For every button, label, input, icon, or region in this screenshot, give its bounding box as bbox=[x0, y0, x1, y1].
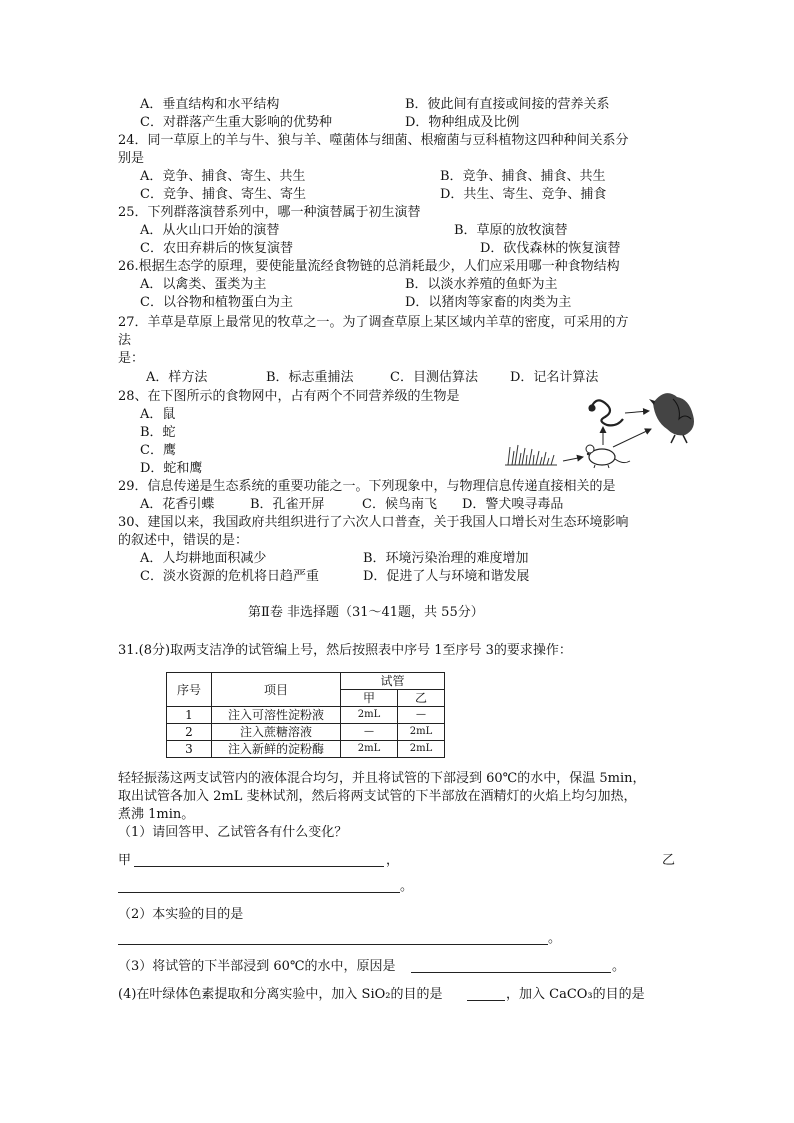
answer-blank-reason[interactable] bbox=[411, 972, 611, 973]
grass-icon bbox=[505, 445, 557, 465]
q27-option-b: B．标志重捕法 bbox=[266, 370, 354, 385]
q31-sub4-cont: ，加入 CaCO₃的目的是 bbox=[506, 987, 645, 1002]
q24-option-a: A．竞争、捕食、寄生、共生 bbox=[140, 169, 306, 184]
q24-stem: 24．同一草原上的羊与牛、狼与羊、噬菌体与细菌、根瘤菌与豆科植物这四种种间关系分 bbox=[118, 133, 629, 148]
period: 。 bbox=[548, 931, 562, 946]
period: 。 bbox=[612, 959, 626, 974]
snake-icon bbox=[590, 400, 624, 425]
q26-option-c: C．以谷物和植物蛋白为主 bbox=[140, 295, 293, 310]
label-yi: 乙 bbox=[662, 853, 676, 868]
q30-stem: 30、建国以来，我国政府共组织进行了六次人口普查，关于我国人口增长对生态环境影响 bbox=[118, 515, 629, 530]
row-no: 3 bbox=[167, 741, 212, 758]
label-jia: 甲 bbox=[118, 853, 132, 868]
answer-blank-yi[interactable] bbox=[118, 892, 400, 893]
section-heading: 第Ⅱ卷 非选择题（31～41题，共 55分） bbox=[248, 605, 484, 620]
answer-blank-sio2[interactable] bbox=[467, 1000, 505, 1001]
row-yi: 2mL bbox=[398, 724, 445, 741]
q25-stem: 25．下列群落演替系列中，哪一种演替属于初生演替 bbox=[118, 205, 421, 220]
q28-option-d: D．蛇和鹰 bbox=[140, 461, 203, 476]
header-item: 项目 bbox=[212, 673, 341, 707]
period: 。 bbox=[400, 879, 414, 894]
q25-option-a: A．从火山口开始的演替 bbox=[140, 223, 280, 238]
q24-stem-cont: 别是 bbox=[118, 151, 145, 166]
q28-option-a: A．鼠 bbox=[140, 407, 176, 422]
q29-option-a: A．花香引蝶 bbox=[140, 497, 215, 512]
q23-option-a: A．垂直结构和水平结构 bbox=[140, 97, 280, 112]
q31-stem: 31.(8分)取两支洁净的试管编上号，然后按照表中序号 1至序号 3的要求操作： bbox=[118, 643, 572, 658]
q25-option-b: B．草原的放牧演替 bbox=[454, 223, 568, 238]
q28-option-b: B．蛇 bbox=[140, 425, 176, 440]
food-web-figure bbox=[505, 385, 700, 480]
q27-stem-cont: 法 bbox=[118, 333, 132, 348]
row-jia: 2mL bbox=[341, 741, 398, 758]
q28-option-c: C．鹰 bbox=[140, 443, 176, 458]
q23-option-d: D．物种组成及比例 bbox=[405, 115, 520, 130]
row-yi: — bbox=[398, 707, 445, 724]
header-tube: 试管 bbox=[341, 673, 445, 690]
q24-option-b: B．竞争、捕食、捕食、共生 bbox=[440, 169, 606, 184]
row-no: 1 bbox=[167, 707, 212, 724]
answer-blank-jia[interactable] bbox=[134, 866, 384, 867]
q31-sub1: （1）请回答甲、乙试管各有什么变化？ bbox=[118, 825, 348, 840]
comma: ， bbox=[386, 853, 400, 868]
row-no: 2 bbox=[167, 724, 212, 741]
row-jia: — bbox=[341, 724, 398, 741]
q24-option-d: D．共生、寄生、竞争、捕食 bbox=[440, 187, 607, 202]
q30-option-a: A．人均耕地面积减少 bbox=[140, 551, 267, 566]
q23-option-b: B．彼此间有直接或间接的营养关系 bbox=[405, 97, 610, 112]
q31-paragraph-1: 轻轻振荡这两支试管内的液体混合均匀，并且将试管的下部浸到 60℃的水中，保温 5min， bbox=[118, 771, 646, 786]
table-row bbox=[167, 707, 445, 724]
table-row bbox=[167, 724, 445, 741]
q29-option-b: B．孔雀开屏 bbox=[250, 497, 325, 512]
q26-option-a: A．以禽类、蛋类为主 bbox=[140, 277, 267, 292]
q31-sub3: （3）将试管的下半部浸到 60℃的水中，原因是 bbox=[118, 959, 396, 974]
q31-sub2: （2）本实验的目的是 bbox=[118, 907, 244, 922]
q26-option-b: B．以淡水养殖的鱼虾为主 bbox=[405, 277, 558, 292]
answer-blank-purpose[interactable] bbox=[118, 944, 548, 945]
mouse-icon bbox=[586, 445, 630, 468]
q30-option-d: D．促进了人与环境和谐发展 bbox=[363, 569, 530, 584]
q24-option-c: C．竞争、捕食、寄生、寄生 bbox=[140, 187, 306, 202]
row-item: 注入可溶性淀粉液 bbox=[212, 707, 341, 724]
q26-stem: 26.根据生态学的原理，要使能量流经食物链的总消耗最少，人们应采用哪一种食物结构 bbox=[118, 259, 620, 274]
q25-option-d: D．砍伐森林的恢复演替 bbox=[480, 241, 621, 256]
q30-option-b: B．环境污染治理的难度增加 bbox=[363, 551, 529, 566]
q31-sub4: (4)在叶绿体色素提取和分离实验中，加入 SiO₂的目的是 bbox=[118, 987, 443, 1002]
header-tube-yi: 乙 bbox=[398, 690, 445, 707]
table-row bbox=[167, 741, 445, 758]
row-item: 注入新鲜的淀粉酶 bbox=[212, 741, 341, 758]
experiment-table bbox=[166, 672, 445, 758]
q30-option-c: C．淡水资源的危机将日趋严重 bbox=[140, 569, 319, 584]
q31-paragraph-3: 煮沸 1min。 bbox=[118, 807, 195, 822]
header-tube-jia: 甲 bbox=[341, 690, 398, 707]
q29-option-d: D．警犬嗅寻毒品 bbox=[462, 497, 564, 512]
eagle-icon bbox=[649, 393, 694, 443]
q29-option-c: C．候鸟南飞 bbox=[362, 497, 437, 512]
header-no: 序号 bbox=[167, 673, 212, 707]
q29-stem: 29．信息传递是生态系统的重要功能之一。下列现象中，与物理信息传递直接相关的是 bbox=[118, 479, 616, 494]
q31-paragraph-2: 取出试管各加入 2mL 斐林试剂，然后将两支试管的下半部放在酒精灯的火焰上均匀加热， bbox=[118, 789, 637, 804]
q27-option-c: C．目测估算法 bbox=[390, 370, 478, 385]
row-yi: 2mL bbox=[398, 741, 445, 758]
q25-option-c: C．农田弃耕后的恢复演替 bbox=[140, 241, 293, 256]
q23-option-c: C．对群落产生重大影响的优势种 bbox=[140, 115, 332, 130]
q30-stem-cont: 的叙述中，错误的是： bbox=[118, 533, 249, 548]
q27-option-d: D．记名计算法 bbox=[510, 370, 599, 385]
q27-stem: 27．羊草是草原上最常见的牧草之一。为了调查草原上某区域内羊草的密度，可采用的方 bbox=[118, 315, 629, 330]
q26-option-d: D．以猪肉等家畜的肉类为主 bbox=[405, 295, 572, 310]
q27-option-a: A．样方法 bbox=[146, 370, 208, 385]
row-item: 注入蔗糖溶液 bbox=[212, 724, 341, 741]
q28-stem: 28、在下图所示的食物网中，占有两个不同营养级的生物是 bbox=[118, 389, 460, 404]
row-jia: 2mL bbox=[341, 707, 398, 724]
q27-stem-cont2: 是： bbox=[118, 351, 145, 366]
